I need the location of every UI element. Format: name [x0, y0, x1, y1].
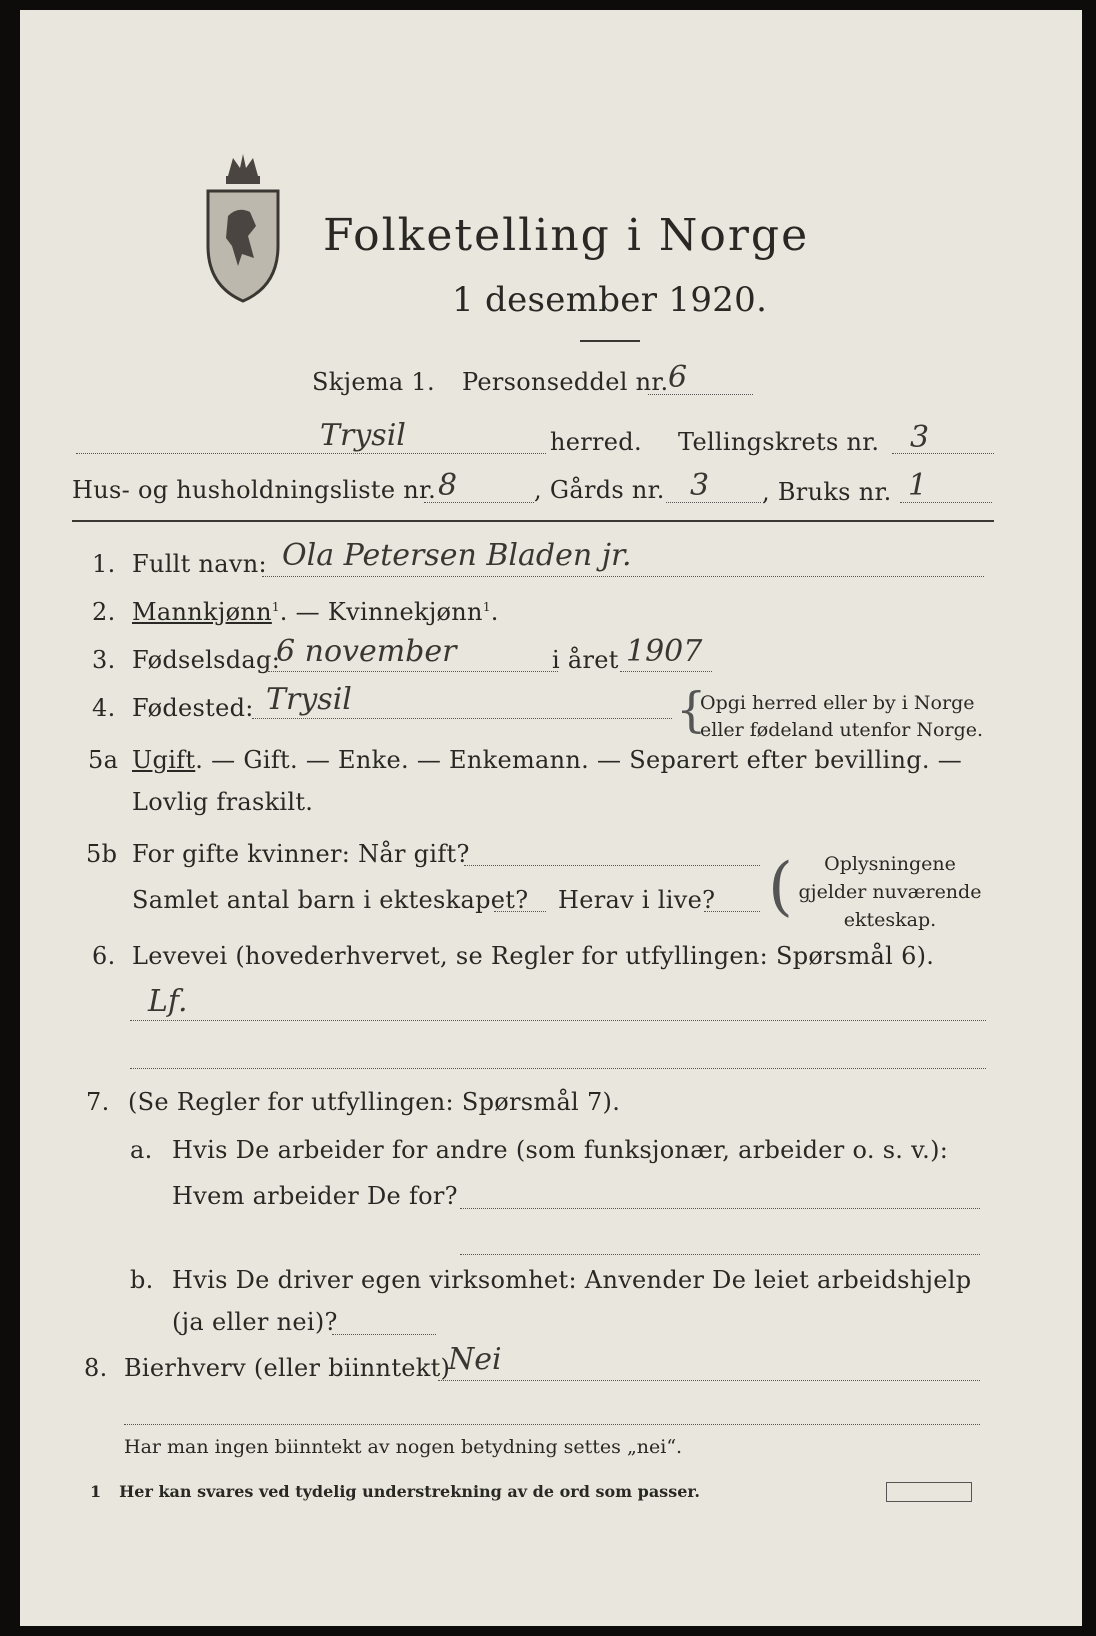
q3-number: 3. — [92, 646, 116, 674]
title-divider — [580, 340, 640, 342]
q1-line — [262, 576, 984, 577]
q6-line-2 — [130, 1068, 986, 1069]
q5b-label: For gifte kvinner: Når gift? — [132, 840, 470, 868]
q2-options: Mannkjønn$^1$. — Kvinnekjønn$^1$. — [132, 598, 499, 626]
q4-line — [252, 718, 672, 719]
q3-year-value: 1907 — [626, 634, 703, 669]
q3-value: 6 november — [276, 634, 457, 669]
q3-line — [268, 671, 558, 672]
q5a-ugift: Ugift — [132, 746, 196, 774]
q5a-number: 5a — [88, 746, 119, 774]
q2-number: 2. — [92, 598, 116, 626]
q1-label: Fullt navn: — [132, 550, 267, 578]
tellingskrets-label: Tellingskrets nr. — [678, 428, 880, 456]
q1-number: 1. — [92, 550, 116, 578]
q2-end: . — [490, 598, 499, 626]
q5a-rest: . — Gift. — Enke. — Enkemann. — Separert efter bevilling. — — [195, 746, 963, 774]
footnote-mark: 1 — [90, 1482, 102, 1501]
q8-note: Har man ingen biinntekt av nogen betydning settes „nei“. — [124, 1436, 683, 1458]
q5b-brace: ( — [768, 850, 793, 924]
q6-value: Lf. — [148, 984, 188, 1019]
q7-number: 7. — [86, 1088, 110, 1116]
q4-brace: { — [676, 682, 707, 738]
gards-line — [666, 502, 761, 503]
q2-male: Mannkjønn — [132, 598, 272, 626]
q5a-options — [132, 746, 962, 774]
q8-line-2 — [124, 1424, 980, 1425]
q2-female: Kvinnekjønn — [327, 598, 483, 626]
form-date: 1 desember 1920. — [452, 280, 768, 320]
header-rule — [72, 520, 994, 522]
bruks-label: , Bruks nr. — [762, 478, 892, 506]
census-form — [20, 10, 1082, 1626]
q6-label: Levevei (hovederhvervet, se Regler for utfyllingen: Spørsmål 6). — [132, 942, 935, 970]
q5b-herav: Herav i live? — [558, 886, 716, 914]
q8-line-1 — [438, 1380, 980, 1381]
herred-line — [76, 453, 546, 454]
coat-of-arms-icon — [198, 146, 288, 306]
q7b-label2: (ja eller nei)? — [172, 1308, 338, 1336]
q5b-alive-line — [704, 911, 760, 912]
q8-value: Nei — [448, 1342, 502, 1377]
q7a-line-2 — [460, 1254, 980, 1255]
q7a-label: Hvis De arbeider for andre (som funksjonær, arbeider o. s. v.): — [172, 1136, 949, 1164]
q5b-number: 5b — [86, 840, 118, 868]
q3-year-label: i året — [552, 646, 619, 674]
bruks-value: 1 — [908, 468, 928, 503]
personseddel-label: Personseddel nr. — [462, 368, 669, 396]
q7-label: (Se Regler for utfyllingen: Spørsmål 7). — [128, 1088, 621, 1116]
q4-note: Opgi herred eller by i Norge eller fødeland utenfor Norge. — [700, 692, 984, 741]
q5b-note: Oplysningene gjelder nuværende ekteskap. — [798, 853, 982, 931]
q7a-label2: Hvem arbeider De for? — [172, 1182, 458, 1210]
q5b-children-line — [494, 911, 546, 912]
footnote — [90, 1478, 700, 1505]
gards-label: , Gårds nr. — [534, 476, 665, 504]
q6-number: 6. — [92, 942, 116, 970]
printer-stamp — [886, 1482, 972, 1502]
herred-value: Trysil — [320, 418, 406, 453]
herred-label: herred. — [550, 428, 642, 456]
q4-number: 4. — [92, 694, 116, 722]
personseddel-value: 6 — [668, 360, 688, 395]
q7a-number: a. — [130, 1136, 153, 1164]
gards-value: 3 — [690, 468, 710, 503]
q1-value: Ola Petersen Bladen jr. — [282, 538, 632, 573]
tellingskrets-line — [892, 453, 994, 454]
q3-label: Fødselsdag: — [132, 646, 281, 674]
form-title: Folketelling i Norge — [323, 210, 810, 261]
hus-label: Hus- og husholdningsliste nr. — [72, 476, 437, 504]
q7b-number: b. — [130, 1266, 154, 1294]
hus-value: 8 — [438, 468, 458, 503]
q8-label: Bierhverv (eller biinntekt) — [124, 1354, 451, 1382]
q3-year-line — [620, 671, 712, 672]
personseddel-line — [648, 394, 753, 395]
skjema-label: Skjema 1. — [312, 368, 435, 396]
q6-line-1 — [130, 1020, 986, 1021]
q5a-line2: Lovlig fraskilt. — [132, 788, 314, 816]
q5b-when-line — [464, 865, 760, 866]
q5b-label2: Samlet antal barn i ekteskapet? — [132, 886, 529, 914]
tellingskrets-value: 3 — [910, 420, 930, 455]
q7b-line — [332, 1334, 436, 1335]
q7b-label: Hvis De driver egen virksomhet: Anvender De leiet arbeidshjelp — [172, 1266, 972, 1294]
q4-value: Trysil — [266, 682, 352, 717]
q8-number: 8. — [84, 1354, 108, 1382]
q2-sep: . — — [279, 598, 328, 626]
footnote-text: Her kan svares ved tydelig understrekning av de ord som passer. — [119, 1482, 700, 1501]
q4-label: Fødested: — [132, 694, 254, 722]
q7a-line-1 — [460, 1208, 980, 1209]
